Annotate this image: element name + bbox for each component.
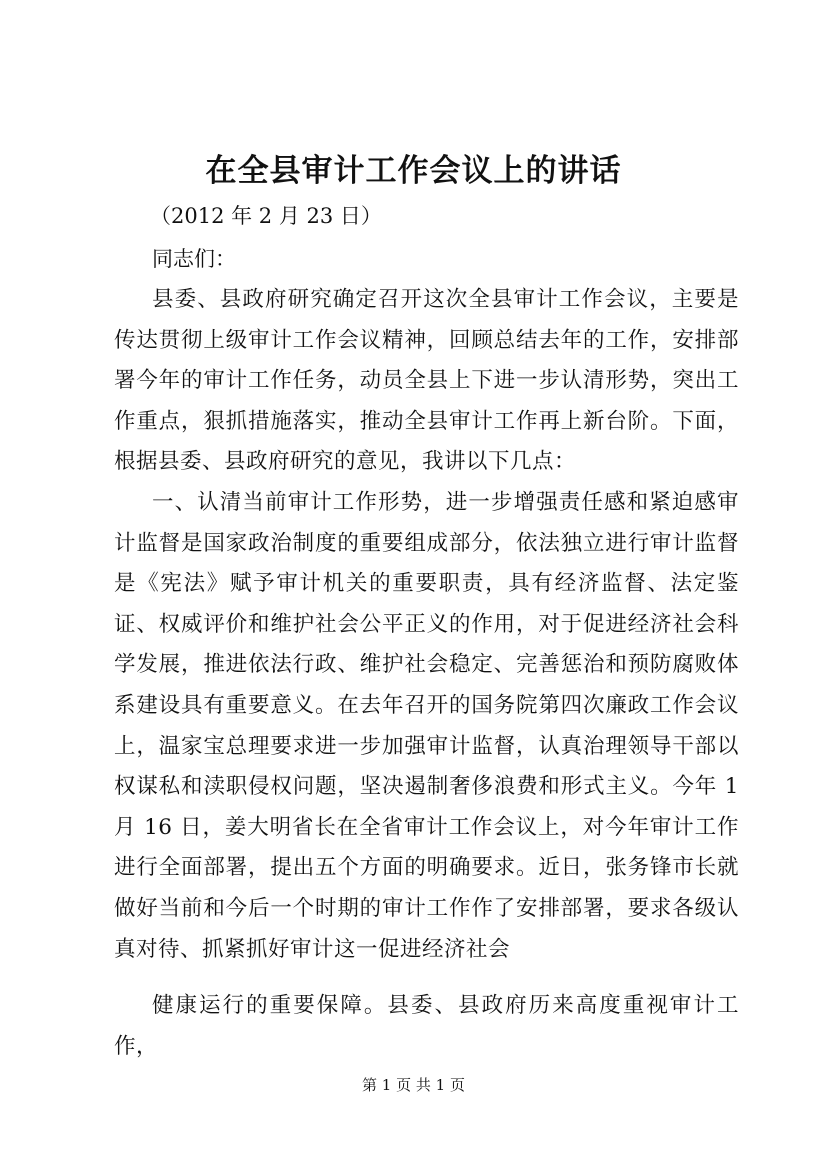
paragraph-intro: 县委、县政府研究确定召开这次全县审计工作会议，主要是传达贯彻上级审计工作会议精神，回顾总结去年的工作，安排部署今年的审计工作任务，动员全县上下进一步认清形势，突出工作重点，狠抓措施落实，推动全县审计工作再上新台阶。下面，根据县委、县政府研究的意见，我讲以下几点： (114, 287, 739, 475)
page-footer: 第 1 页 共 1 页 (362, 1076, 465, 1094)
document-date: （2012 年 2 月 23 日） (150, 204, 382, 228)
paragraph-section-one: 一、认清当前审计工作形势，进一步增强责任感和紧迫感审计监督是国家政治制度的重要组成部分，依法独立进行审计监督是《宪法》赋予审计机关的重要职责，具有经济监督、法定鉴证、权威评价和维护社会公平正义的作用，对于促进经济社会科学发展，推进依法行政、维护社会稳定、完善惩治和预防腐败体系建设具有重要意义。在去年召开的国务院第四次廉政工作会议上，温家宝总理要求进一步加强审计监督，认真治理领导干部以权谋私和渎职侵权问题，坚决遏制奢侈浪费和形式主义。今年 1 月 16 日，姜大明省长在全省审计工作会议上，对今年审计工作进行全面部署，提出五个方面的明确要求。近日，张务锋市长就做好当前和今后一个时期的审计工作作了安排部署，要求各级认真对待、抓紧抓好审计这一促进经济社会 (114, 490, 739, 962)
document-title: 在全县审计工作会议上的讲话 (205, 153, 622, 189)
paragraph-continuation: 健康运行的重要保障。县委、县政府历来高度重视审计工作， (114, 993, 739, 1059)
greeting: 同志们： (152, 247, 236, 271)
